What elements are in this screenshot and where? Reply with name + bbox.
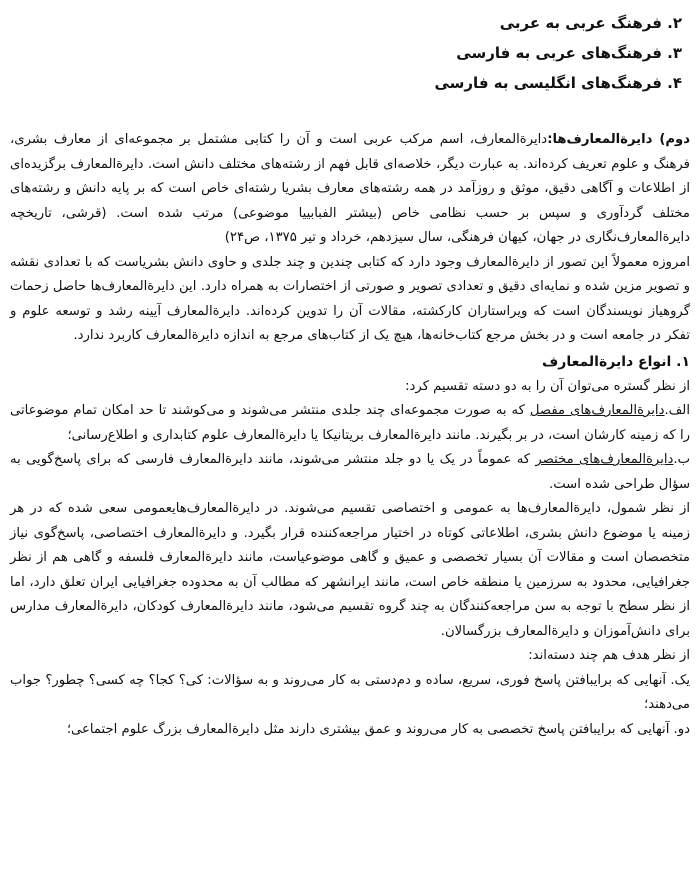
section-heading: ۱. انواع دایرةالمعارف: [542, 353, 690, 370]
list-item: ۴. فرهنگ‌های انگلیسی به فارسی: [434, 74, 682, 92]
detailed-encyclopedias-item: [10, 399, 690, 448]
coverage-paragraph: از نظر شمول، دایرةالمعارف‌ها به عمومی و اختصاصی تقسیم می‌شوند. در دایرةالمعارف‌هایعمومی سعی شده که در هر زمینه یا موضوع دانش بشری، اطلاعاتی کوتاه در اختیار مراجعه‌کننده قرار بگیرد. و دایرةالمعارف اختصاصی، پاسخ‌گوی نیاز متخصصان است و مقالات آن بسیار تخصصی و عمیق و گاهی موضوعیاست، مانند دایرةالمعارف فلسفه و گاهی هم از نظر جغرافیایی، محدود به سرزمین یا منطقه خاص است، مانند ایرانشهر که مطالب آن به محدوده جغرافیایی ایران تعلق دارد، اما از نظر سطح با توجه به سن مراجعه‌کنندگان به چند گروه تقسیم می‌شود، مانند دایرةالمعارف کودکان، دایرةالمعارف مدارس برای دانش‌آموزان و دایرةالمعارف بزرگسالان.: [10, 501, 690, 639]
concise-encyclopedias-item: [10, 448, 690, 497]
underlined-term: دایرةالمعارف‌های مختصر: [535, 452, 674, 467]
purpose-intro: از نظر هدف هم چند دسته‌اند:: [528, 648, 690, 663]
scope-intro: از نظر گستره می‌توان آن را به دو دسته تقسیم کرد:: [405, 378, 690, 394]
underlined-term: دایرةالمعارف‌های مفصل: [529, 403, 665, 418]
section-spacer: [10, 98, 690, 128]
purpose-item-one: یک. آنهایی که برایبافتن پاسخ فوری، سریع، ساده و دم‌دستی به کار می‌روند و به سؤالات: کی؟ کجا؟ چه کسی؟ چطور؟ جواب می‌دهند؛: [10, 672, 690, 712]
purpose-item-two: دو. آنهایی که برایبافتن پاسخ تخصصی به کار می‌روند و عمق بیشتری دارند مثل دایرةالمعارف بزرگ علوم اجتماعی؛: [66, 721, 690, 737]
paragraph-text: که عموماً در یک یا دو جلد منتشر می‌شوند، مانند دایرةالمعارف فارسی که برای پاسخ‌گویی به سؤال طراحی شده است.: [10, 452, 690, 492]
section-lead-term: دوم) دایرةالمعارف‌ها:: [547, 132, 690, 147]
list-item: ۲. فرهنگ عربی به عربی: [499, 14, 682, 32]
item-prefix: ب.: [673, 452, 691, 467]
paragraph-text: دایرةالمعارف، اسم مرکب عربی است و آن را کتابی مشتمل بر مجموعه‌ای از معارف بشری، فرهنگ و علوم تعریف کرده‌اند. به عبارت دیگر، خلاصه‌ای قابل فهم از رشته‌های مختلف دانش است. دایرةالمعارف برگزیده‌ای از اطلاعات و آگاهی دقیق، موثق و روزآمد در همه رشته‌های معارف بشریا رشته‌ای خاص است که بر پایه دانش و رشته‌های مختلف گردآوری و سپس بر حسب نظامی خاص (بیشتر الفبابییا موضوعی) مرتب شده است. (قرشی، تاریخچه دایرةالمعارف‌نگاری در جهان، کیهان فرهنگی، سال سیزدهم، خرداد و تیر ۱۳۷۵، ص۲۴): [10, 132, 690, 245]
item-prefix: الف.: [664, 403, 690, 418]
list-item: ۳. فرهنگ‌های عربی به فارسی: [456, 44, 682, 62]
encyclopedia-today-paragraph: امروزه معمولاً این تصور از دایرةالمعارف وجود دارد که کتابی چندین و چند جلدی و حاوی دانش بشریاست که با تعدادی نقشه و تصویر مزین شده و نمایه‌ای دقیق و تعدادی تصویر و صورتی از اختصارات به همراه دارد. این دایرةالمعارف‌ها حاصل زحمات گروهیاز نویسندگان است که ویراستاران کارکشته، مقالات آن را تدوین کرده‌اند. دایرةالمعارف آیینه رشد و توسعه علوم و تفکر در جامعه است و در بخش مرجع کتاب‌خانه‌ها، هیچ یک از کتاب‌های مرجع به اندازه دایرةالمعارف کاربرد ندارد.: [10, 254, 690, 343]
dictionary-types-list: [10, 8, 690, 98]
paragraph-text: که به صورت مجموعه‌ای چند جلدی منتشر می‌شوند و می‌کوشند تا حد امکان تمام موضوعاتی را که زمینه کارشان است، در بر بگیرند. مانند دایرةالمعارف بریتانیکا یا دایرةالمعارف علوم کتابداری و اطلاع‌رسانی؛: [10, 403, 690, 443]
encyclopedia-definition-paragraph: [10, 128, 690, 251]
